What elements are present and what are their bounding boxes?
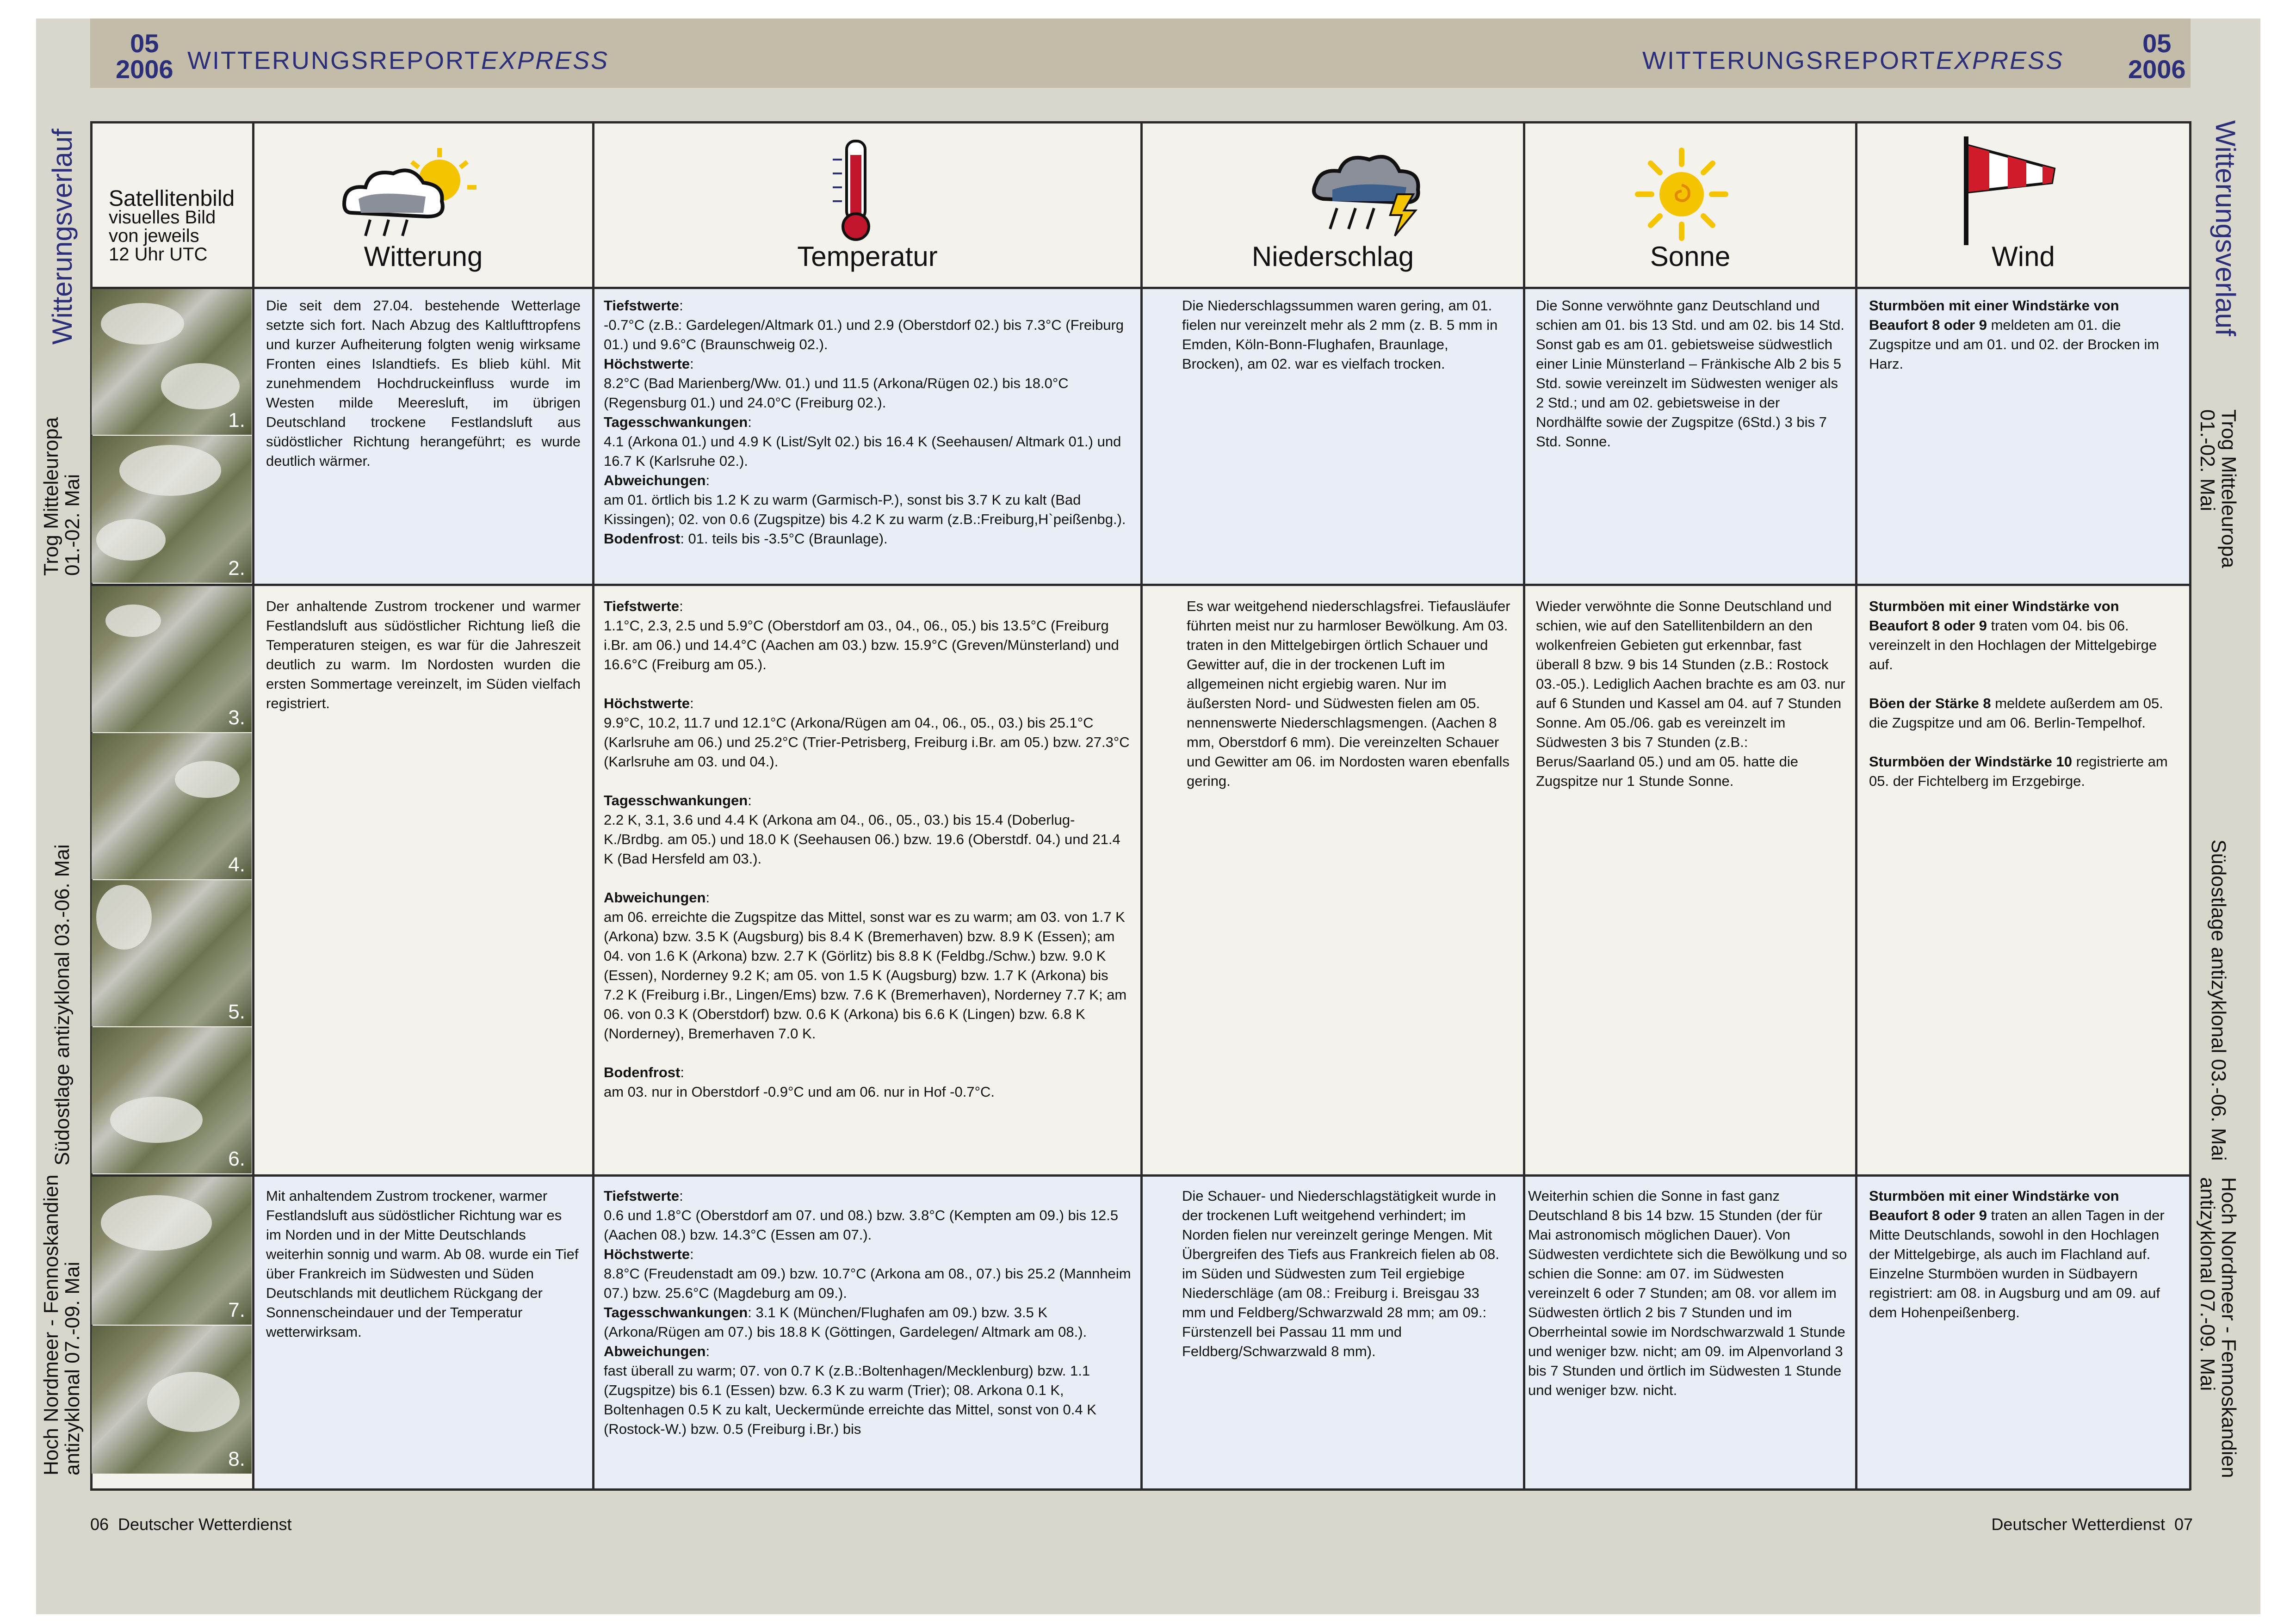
wind-bold-text: Sturmböen der Windstärke 10	[1869, 753, 2072, 770]
column-header-sonne: Sonne	[1650, 241, 1731, 272]
row-3-temperatur	[604, 1186, 1131, 1439]
column-header-niederschlag: Niederschlag	[1251, 241, 1414, 272]
header-month-right: 05	[2142, 29, 2172, 58]
header-title-main-left: WITTERUNGSREPORT	[187, 47, 482, 74]
temperature-text: am 03. nur in Oberstdorf -0.9°C und am 06. nur in Hof -0.7°C.	[604, 1084, 995, 1100]
satellite-image	[92, 880, 252, 1026]
temperature-entry: Abweichungen:	[604, 1343, 710, 1359]
temperature-heading: Tagesschwankungen	[604, 414, 748, 430]
row-3-niederschlag: Die Schauer- und Niederschlagstätigkeit wurde in der trockenen Luft weitgehend verhindert; im Norden fielen nur vereinzelt geringe Mengen. Mit Übergreifen des Tiefs aus Frankreich fielen ab 08. im Süden und Südwesten zum Teil ergiebige Niederschläge (am 08.: Freiburg i. Breisgau 33 mm und Feldberg/Schwarzwald 28 mm; am 09.: Fürstenzell bei Passau 11 mm und Feldberg/Schwarzwald 8 mm).	[1182, 1188, 1499, 1359]
header-issue-right	[2128, 31, 2186, 82]
column-divider-3	[1140, 121, 1143, 1490]
windsock-icon	[1957, 132, 2068, 247]
row-2-witterung: Der anhaltende Zustrom trockener und warmer Festlandsluft aus südöstlicher Richtung ließ die Temperaturen steigen, es war für die Jahreszeit deutlich zu warm. Im Nordosten wurden die ersten Sommertage vereinzelt, im Süden vielfach registriert.	[266, 598, 581, 711]
row-1-witterung: Die seit dem 27.04. bestehende Wetterlage setzte sich fort. Nach Abzug des Kaltlufttropfens und kurzer Aufheiterung folgten wenig wirksame Fronten eines Islandtiefs. Es blieb kühl. Mit zunehmendem Hochdruckeinfluss wurde im Westen milde Meeresluft, im übrigen Deutschland trockene Festlandsluft aus südöstlicher Richtung herangeführt; es wurde deutlich wärmer.	[266, 297, 581, 469]
cloud-patch	[96, 519, 166, 561]
row-2-wind	[1869, 597, 2179, 791]
temperature-text: 8.2°C (Bad Marienberg/Ww. 01.) und 11.5 (Arkona/Rügen 02.) bis 18.0°C (Regensburg 01.) und 24.0°C (Freiburg 02.).	[604, 375, 1069, 411]
temperature-text: 2.2 K, 3.1, 3.6 und 4.4 K (Arkona am 04., 06., 05., 03.) bis 15.4 (Doberlug-K./Brdbg. am 05.) und 18.0 K (Seehausen 06.) bzw. 19.6 (Oberstdf. 04.) und 21.4 K (Bad Hersfeld am 03.).	[604, 812, 1120, 867]
temperature-heading: Tiefstwerte	[604, 1188, 680, 1204]
satellite-line-2: von jeweils	[109, 226, 199, 246]
cloud-patch	[101, 303, 184, 345]
temperature-text: 8.8°C (Freudenstadt am 09.) bzw. 10.7°C (Arkona am 08., 07.) bis 25.2 (Mannheim 07.) bzw. 25.6°C (Magdeburg am 09.).	[604, 1265, 1131, 1301]
table-right-border	[2189, 121, 2191, 1490]
temperature-entry: Abweichungen:	[604, 472, 710, 488]
temperature-heading: Abweichungen	[604, 1343, 706, 1359]
row-2-niederschlag: Es war weitgehend niederschlagsfrei. Tiefausläufer führten meist nur zu harmloser Bewölkung. Am 03. traten in den Mittelgebirgen örtlich Schauer und Gewitter auf, die in der trockenen Luft im allgemeinen nicht ergiebig waren. Nur im äußersten Nord- und Südwesten fielen am 05. nennenswerte Niederschlagsmengen. (Aachen 8 mm, Oberstdorf 6 mm). Die vereinzelten Schauer und Gewitter am 06. im Nordosten waren ebenfalls gering.	[1187, 598, 1510, 789]
temperature-heading: Tagesschwankungen	[604, 1304, 748, 1321]
wind-bold-text: Sturmböen mit einer Windstärke von Beaufort 8 oder 9	[1869, 598, 2119, 634]
satellite-image	[92, 1177, 252, 1325]
header-title-main-right: WITTERUNGSREPORT	[1642, 47, 1937, 74]
satellite-number: 5.	[228, 1000, 245, 1023]
temperature-text: : 01. teils bis -3.5°C (Braunlage).	[680, 531, 888, 547]
satellite-image	[92, 436, 252, 583]
row-1-temperatur	[604, 296, 1131, 549]
wind-entry	[1869, 597, 2179, 674]
wind-text: meldeten am 01. die Zugspitze und am 01. und 02. der Brocken im Harz.	[1869, 317, 2160, 372]
satellite-image	[92, 586, 252, 732]
header-year-left: 2006	[116, 55, 173, 84]
column-divider-5	[1855, 121, 1857, 1490]
wind-bold-text: Böen der Stärke 8	[1869, 695, 1991, 711]
right-period-2: Südostlage antizyklonal 03.-06. Mai	[2207, 839, 2230, 1161]
wind-text: registrierte am 05. der Fichtelberg im Erzgebirge.	[1869, 753, 2168, 789]
right-period-1-dates: 01.-02. Mai	[2196, 409, 2219, 512]
right-period-3	[2197, 1177, 2239, 1478]
right-period-1	[2197, 409, 2239, 568]
right-period-3-dates: antizyklonal 07.-09. Mai	[2196, 1177, 2219, 1391]
row-1-wind	[1869, 296, 2179, 374]
footer-right: Deutscher Wetterdienst 07	[1991, 1515, 2193, 1534]
temperature-text: : 3.1 K (München/Flughafen am 09.) bzw. 3.5 K (Arkona/Rügen am 07.) bis 18.8 K (Göttingen, Gardelegen/ Altmark am 08.).	[604, 1304, 1087, 1340]
temperature-entry: Höchstwerte:	[604, 695, 694, 711]
satellite-number: 2.	[228, 557, 245, 580]
header-title-right	[1642, 46, 2064, 75]
column-divider-4	[1523, 121, 1525, 1490]
temperature-entry: Tiefstwerte:	[604, 1188, 683, 1204]
left-period-2: Südostlage antizyklonal 03.-06. Mai	[51, 844, 74, 1166]
temperature-entry: Abweichungen:	[604, 889, 710, 906]
satellite-number: 1.	[228, 409, 245, 432]
temperature-heading: Tagesschwankungen	[604, 792, 748, 808]
left-period-1-dates: 01.-02. Mai	[61, 474, 84, 576]
temperature-entry	[604, 1303, 1131, 1342]
temperature-entry: Tagesschwankungen:	[604, 414, 752, 430]
temperature-text: 4.1 (Arkona 01.) und 4.9 K (List/Sylt 02.) bis 16.4 K (Seehausen/ Altmark 01.) und 16.7 K (Karlsruhe 02.).	[604, 433, 1121, 469]
cloud-patch	[101, 1195, 212, 1251]
cloud-patch	[161, 363, 240, 409]
header-year-right: 2006	[2128, 55, 2186, 84]
temperature-text: fast überall zu warm; 07. von 0.7 K (z.B.:Boltenhagen/Mecklenburg) bzw. 1.1 (Zugspitze) bis 6.1 (Essen) bzw. 6.3 K zu warm (Trier); 08. Arkona 0.1 K, Boltenhagen 0.5 K zu kalt, Ueckermünde erreichte das Mittel, sonst von 0.4 K (Rostock-W.) bzw. 0.5 (Freiburg i.Br.) bis	[604, 1363, 1096, 1437]
temperature-heading: Abweichungen	[604, 472, 706, 488]
left-period-3-label: Hoch Nordmeer - Fennoskandien	[40, 1174, 62, 1475]
wind-bold-text: Sturmböen mit einer Windstärke von Beaufort 8 oder 9	[1869, 297, 2119, 333]
column-header-witterung: Witterung	[364, 241, 483, 272]
temperature-entry	[604, 529, 1131, 549]
header-month-left: 05	[130, 29, 159, 58]
column-divider-2	[592, 121, 594, 1490]
satellite-number: 6.	[228, 1148, 245, 1170]
left-period-1-label: Trog Mitteleuropa	[40, 417, 62, 576]
left-period-3	[41, 1174, 83, 1475]
sun-icon	[1633, 146, 1730, 243]
temperature-heading: Höchstwerte	[604, 1246, 690, 1262]
temperature-text: -0.7°C (z.B.: Gardelegen/Altmark 01.) und 2.9 (Oberstdorf 02.) bis 7.3°C (Freiburg 01.) und 9.6°C (Braunschweig 02.).	[604, 317, 1124, 352]
wind-bold-text: Sturmböen mit einer Windstärke von Beaufort 8 oder 9	[1869, 1188, 2119, 1223]
temperature-heading: Abweichungen	[604, 889, 706, 906]
temperature-entry: Tiefstwerte:	[604, 598, 683, 614]
cloud-sun-icon	[333, 143, 490, 245]
temperature-entry: Tiefstwerte:	[604, 297, 683, 314]
wind-entry	[1869, 752, 2179, 791]
cloud-patch	[96, 885, 152, 950]
temperature-heading: Bodenfrost	[604, 531, 681, 547]
left-period-1	[41, 417, 83, 576]
column-header-wind: Wind	[1992, 241, 2055, 272]
cloud-patch	[175, 761, 240, 798]
rain-lightning-icon	[1305, 143, 1434, 241]
satellite-number: 7.	[228, 1299, 245, 1321]
wind-entry	[1869, 694, 2179, 733]
right-side-title: Witterungsverlauf	[2210, 120, 2241, 336]
cloud-patch	[110, 1097, 203, 1143]
satellite-line-3: 12 Uhr UTC	[109, 244, 208, 265]
temperature-heading: Bodenfrost	[604, 1064, 681, 1080]
satellite-label	[109, 186, 235, 265]
temperature-entry: Bodenfrost:	[604, 1064, 684, 1080]
temperature-text: 0.6 und 1.8°C (Oberstdorf am 07. und 08.) bzw. 3.8°C (Kempten am 09.) bis 12.5 (Aachen 08.) bzw. 14.3°C (Essen am 07.).	[604, 1207, 1119, 1243]
left-side-title: Witterungsverlauf	[47, 129, 78, 345]
satellite-image	[92, 1326, 252, 1474]
temperature-heading: Höchstwerte	[604, 695, 690, 711]
temperature-text: am 06. erreichte die Zugspitze das Mittel, sonst war es zu warm; am 03. von 1.7 K (Arkona) bzw. 3.5 K (Augsburg) bis 8.4 K (Bremerhaven) bzw. 8.9 K (Essen); am 04. von 1.6 K (Arkona) bzw. 2.7 K (Görlitz) bis 8.8 K (Feldbg./Schw.) bzw. 9.0 K (Essen), Norderney 9.2 K; am 05. von 1.5 K (Augsburg) bzw. 1.7 K (Arkona) bis 7.2 K (Freiburg i.Br., Lingen/Ems) bzw. 7.6 K (Bremerhaven), Norderney 7.7 K; am 06. von 0.3 K (Oberstdorf) bzw. 0.6 K (Arkona) bis 6.6 K (Lingen) bzw. 6.8 K (Norderney), Bremerhaven 7.0 K.	[604, 909, 1127, 1042]
row-3-wind	[1869, 1186, 2179, 1322]
satellite-number: 8.	[228, 1448, 245, 1470]
row-2-temperatur	[604, 597, 1131, 1102]
right-period-3-label: Hoch Nordmeer - Fennoskandien	[2217, 1177, 2240, 1478]
row-3-witterung: Mit anhaltendem Zustrom trockener, warmer Festlandsluft aus südöstlicher Richtung war es im Norden und in der Mitte Deutschlands weiterhin sonnig und warm. Ab 08. wurde ein Tief über Frankreich im Südwesten und Süden Deutschlands mit deutlichem Rückgang der Sonnenscheindauer und der Temperatur wetterwirksam.	[266, 1188, 579, 1340]
wind-text: meldete außerdem am 05. die Zugspitze und am 06. Berlin-Tempelhof.	[1869, 695, 2163, 731]
temperature-entry: Höchstwerte:	[604, 1246, 694, 1262]
satellite-image	[92, 733, 252, 879]
temperature-text: 1.1°C, 2.3, 2.5 und 5.9°C (Oberstdorf am 03., 04., 06., 05.) bis 13.5°C (Freiburg i.Br. am 06.) und 14.4°C (Aachen am 03.) bzw. 15.9°C (Greven/Münsterland) und 16.6°C (Freiburg am 05.).	[604, 617, 1119, 673]
temperature-heading: Tiefstwerte	[604, 297, 680, 314]
header-title-italic-right: EXPRESS	[1936, 47, 2064, 74]
temperature-text: 9.9°C, 10.2, 11.7 und 12.1°C (Arkona/Rügen am 04., 06., 05., 03.) bis 25.1°C (Karlsruhe am 06.) und 25.2°C (Trier-Petrisberg, Freiburg i.Br. am 05.) bzw. 27.3°C (Karlsruhe am 03. und 04.).	[604, 715, 1130, 770]
temperature-entry: Höchstwerte:	[604, 356, 694, 372]
temperature-heading: Tiefstwerte	[604, 598, 680, 614]
thermometer-icon	[828, 136, 884, 243]
satellite-image	[92, 289, 252, 435]
cloud-patch	[105, 605, 161, 637]
row-1-sonne: Die Sonne verwöhnte ganz Deutschland und schien am 01. bis 13 Std. und am 02. bis 14 Std. Sonst gab es am 01. gebietsweise südwestlich einer Linie Münsterland – Fränkische Alb 2 bis 5 Std. sowie vereinzelt im Südwesten weniger als 2 Std.; und am 02. gebietsweise in der Nordhälfte sowie der Zugspitze (6Std.) 3 bis 7 Std. Sonne.	[1536, 297, 1844, 450]
header-issue-left	[116, 31, 173, 82]
temperature-text: am 01. örtlich bis 1.2 K zu warm (Garmisch-P.), sonst bis 3.7 K zu kalt (Bad Kissingen); 02. von 0.6 (Zugspitze) bis 4.2 K zu warm (z.B.:Freiburg,H`peißenbg.).	[604, 492, 1126, 527]
footer-left: 06 Deutscher Wetterdienst	[90, 1515, 292, 1534]
wind-text: traten an allen Tagen in der Mitte Deutschlands, sowohl in den Hochlagen der Mittelgebirge, als auch im Flachland auf. Einzelne Sturmböen wurden in Südbayern registriert: am 08. in Augsburg und am 09. auf dem Hohenpeißenberg.	[1869, 1207, 2165, 1321]
satellite-title: Satellitenbild	[109, 186, 235, 211]
header-title-italic-left: EXPRESS	[481, 47, 609, 74]
wind-text: traten vom 04. bis 06. vereinzelt in den Hochlagen der Mittelgebirge auf.	[1869, 617, 2157, 673]
column-header-temperatur: Temperatur	[797, 241, 938, 272]
satellite-number: 3.	[228, 706, 245, 729]
temperature-heading: Höchstwerte	[604, 356, 690, 372]
cloud-patch	[147, 1372, 240, 1432]
satellite-image	[92, 1027, 252, 1173]
header-title-left	[187, 46, 609, 75]
right-period-1-label: Trog Mitteleuropa	[2217, 409, 2240, 568]
row-3-sonne: Weiterhin schien die Sonne in fast ganz Deutschland 8 bis 14 bzw. 15 Stunden (der für Mai astronomisch möglichen Dauer). Von Südwesten verdichtete sich die Bewölkung und so schien die Sonne: am 07. im Südwesten vereinzelt 6 oder 7 Stunden; am 08. vor allem im Südwesten örtlich 2 bis 7 Stunden und im Oberrheintal sowie im Nordschwarzwald 1 Stunde und weniger bzw. nicht; am 09. im Alpenvorland 3 bis 7 Stunden und örtlich im Südwesten 1 Stunde und weniger bzw. nicht.	[1528, 1188, 1847, 1398]
left-period-3-dates: antizyklonal 07.-09. Mai	[61, 1261, 84, 1475]
satellite-line-1: visuelles Bild	[109, 207, 216, 228]
satellite-number: 4.	[228, 853, 245, 876]
row-2-sonne: Wieder verwöhnte die Sonne Deutschland und schien, wie auf den Satellitenbildern an den wolkenfreien Gebieten gut erkennbar, fast überall 8 bzw. 9 bis 14 Stunden (z.B.: Rostock 03.-05.). Lediglich Aachen brachte es am 03. nur auf 6 Stunden und Kassel am 04. auf 7 Stunden Sonne. Am 05./06. gab es vereinzelt im Südwesten 3 bis 7 Stunden (z.B.: Berus/Saarland 05.) und am 05. hatte die Zugspitze nur 1 Stunde Sonne.	[1536, 598, 1845, 789]
temperature-entry: Tagesschwankungen:	[604, 792, 752, 808]
cloud-patch	[119, 445, 221, 496]
row-1-niederschlag: Die Niederschlagssummen waren gering, am 01. fielen nur vereinzelt mehr als 2 mm (z. B. 5 mm in Emden, Köln-Bonn-Flughafen, Braunlage, Brocken), am 02. war es vielfach trocken.	[1182, 297, 1498, 372]
column-divider-1	[252, 121, 254, 1490]
